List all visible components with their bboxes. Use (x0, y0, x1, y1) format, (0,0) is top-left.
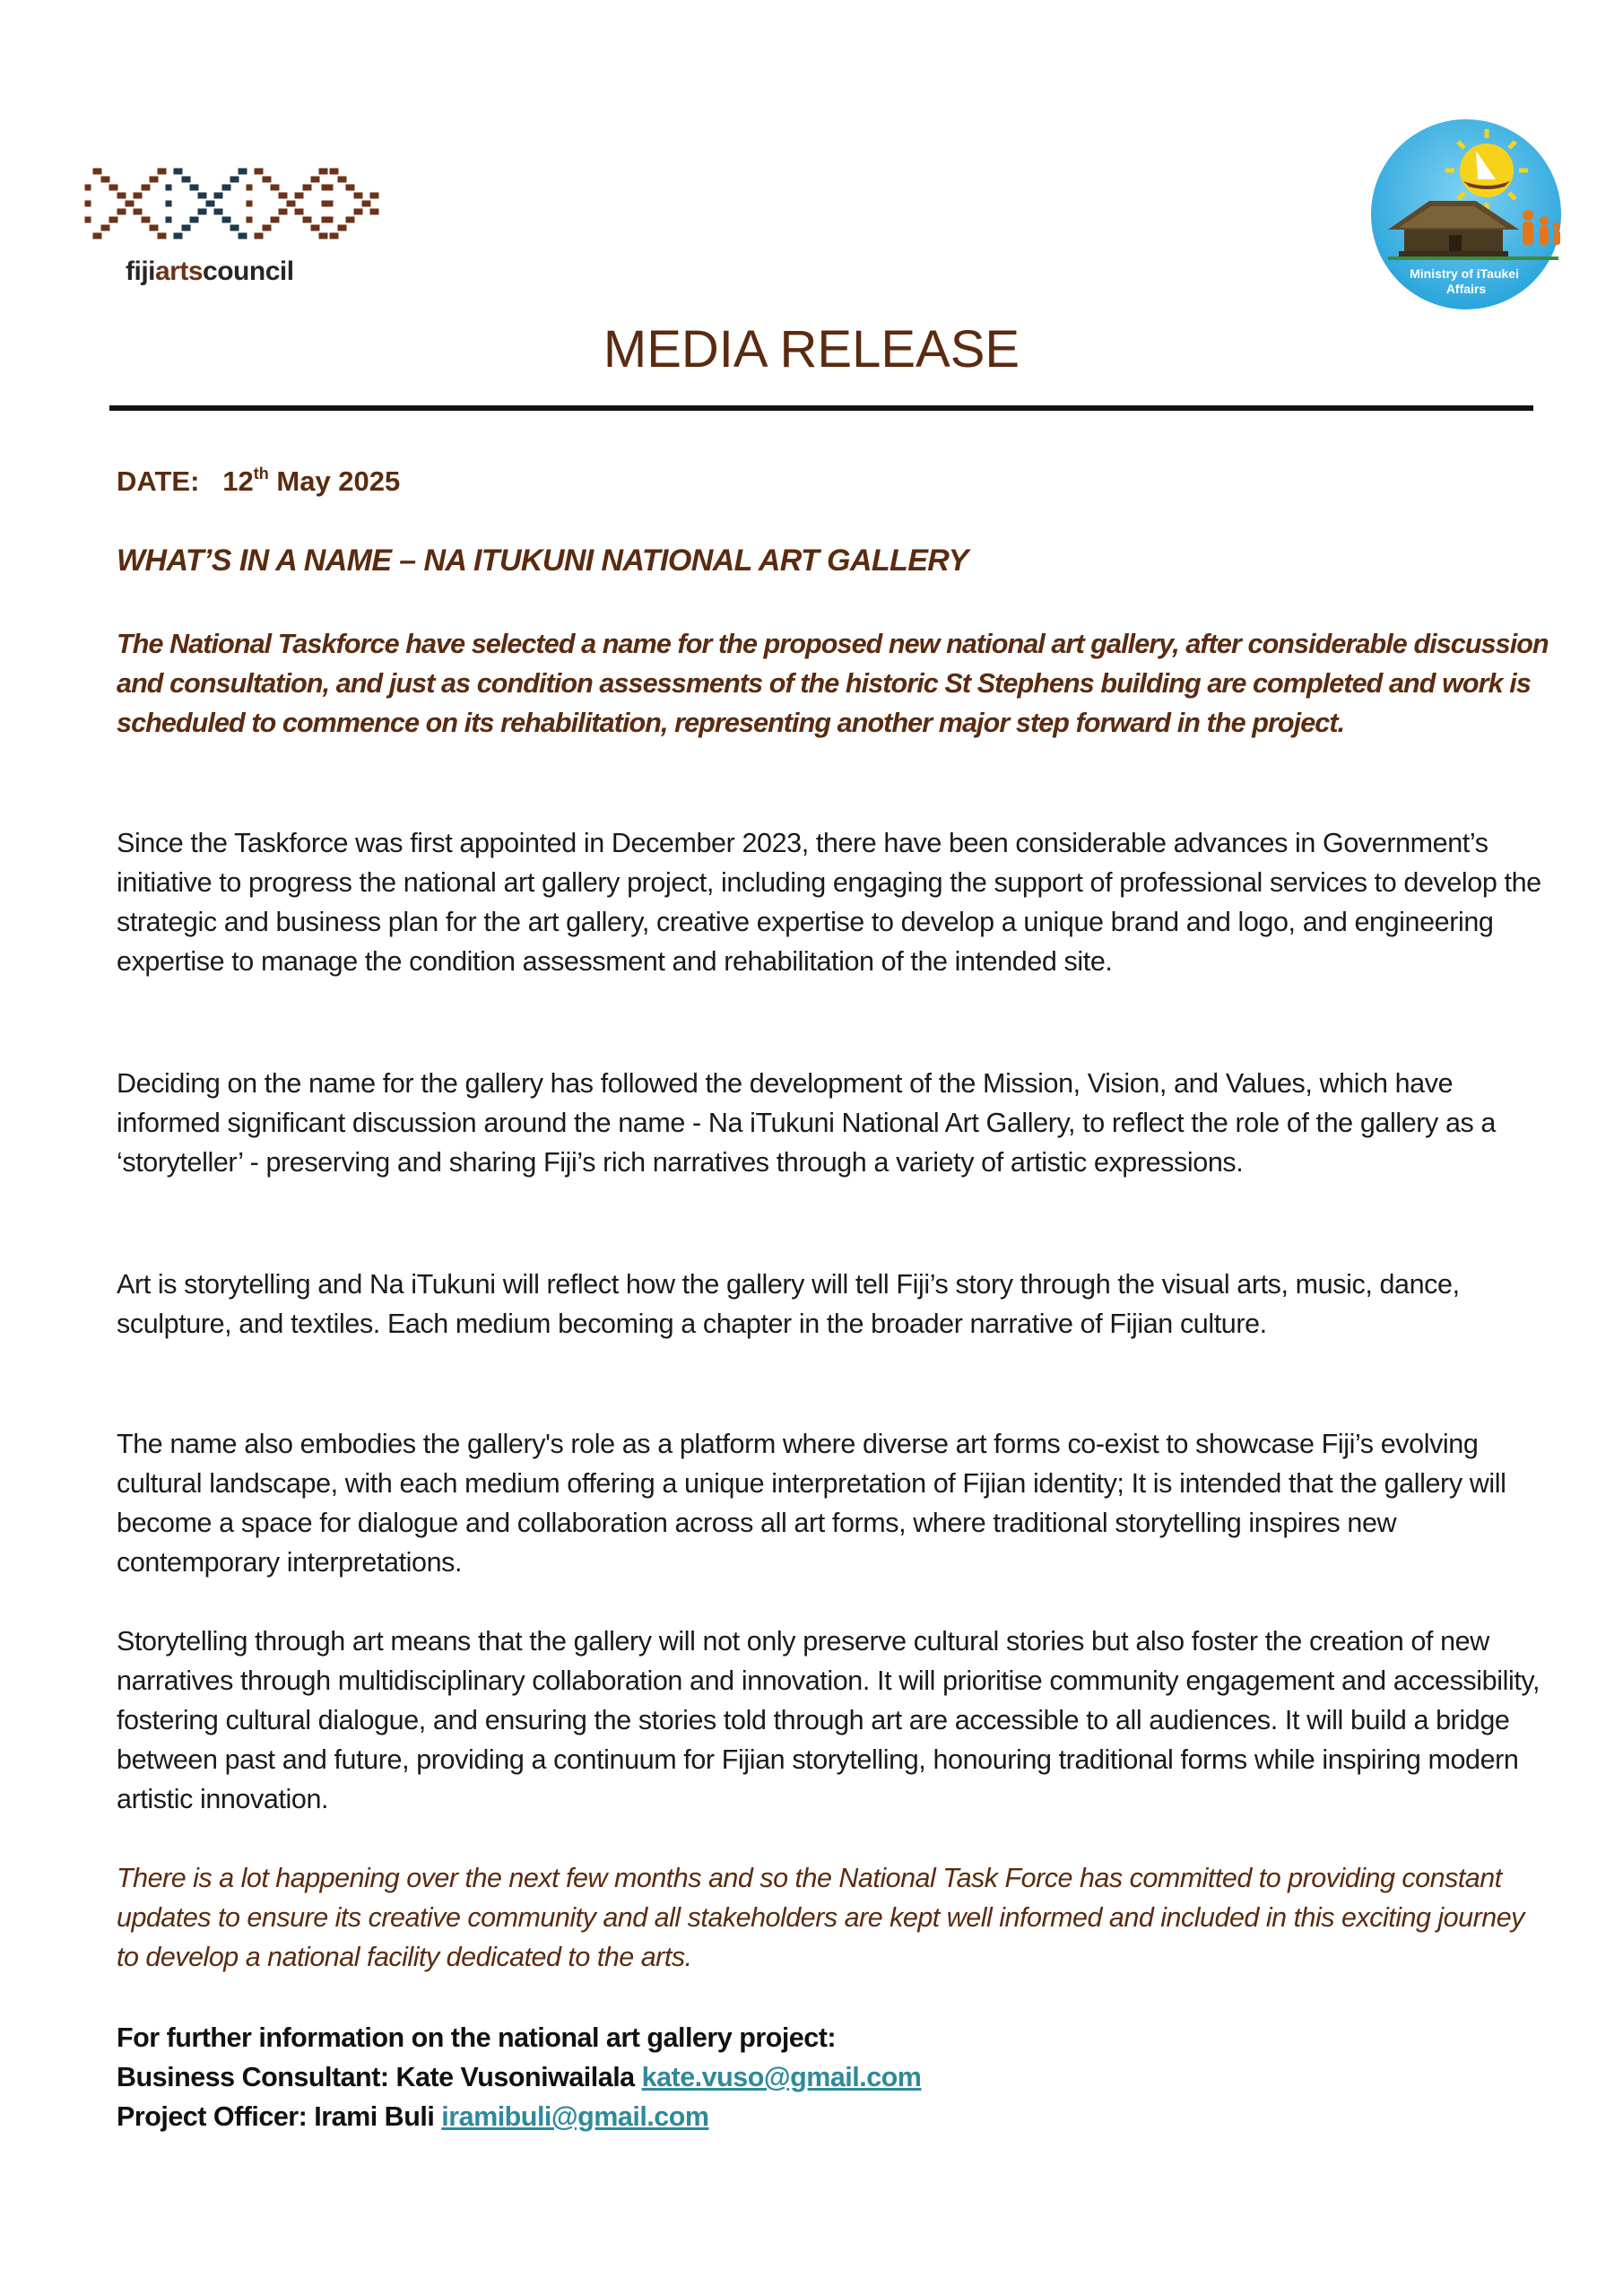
title-divider (109, 405, 1533, 411)
email-link-kate[interactable]: kate.vuso@gmail.com (641, 2062, 922, 2092)
wordmark-accent: arts (155, 257, 204, 286)
body-paragraph-3: Art is storytelling and Na iTukuni will reflect how the gallery will tell Fiji’s story through the visual arts, music, dance, sculpture, and textiles. Each medium becoming a chapter in the broader narrative of Fijian culture. (117, 1269, 1460, 1339)
headline: WHAT’S IN A NAME – NA ITUKUNI NATIONAL ART GALLERY (117, 544, 968, 578)
date-day-suffix: th (253, 465, 269, 483)
wordmark-suffix: council (203, 257, 294, 286)
email-link-irami[interactable]: iramibuli@gmail.com (441, 2101, 709, 2132)
closing-paragraph: There is a lot happening over the next few months and so the National Task Force has committed to providing constant updates to ensure its creative community and all stakeholders are kept well informed and included in this exciting journey to develop a national facility dedicated to the arts. (117, 1863, 1524, 1972)
contact-block (117, 2018, 1551, 2136)
body-paragraph-5: Storytelling through art means that the gallery will not only preserve cultural stories but also foster the creation of new narratives through multidisciplinary collaboration and innovation. It will prioritise community engagement and accessibility, fostering cultural dialogue, and ensuring the stories told through art are accessible to all audiences. It will build a bridge between past and future, providing a continuum for Fijian storytelling, honouring traditional forms while inspiring modern artistic innovation. (117, 1626, 1541, 1814)
ministry-emblem-icon (1352, 115, 1580, 314)
body-paragraph-1: Since the Taskforce was first appointed in December 2023, there have been considerable advances in Government’s initiative to progress the national art gallery project, including engaging the support of professional services to develop the strategic and business plan for the art gallery, creative expertise to develop a unique brand and logo, and engineering expertise to manage the condition assessment and rehabilitation of the intended site. (117, 828, 1541, 977)
date-day: 12 (222, 465, 254, 497)
contact-business-consultant (117, 2057, 1551, 2097)
body-paragraph-4: The name also embodies the gallery's role as a platform where diverse art forms co-exist to showcase Fiji’s evolving cultural landscape, with each medium offering a unique interpretation of Fijian identity; It is intended that the gallery will become a space for dialogue and collaboration across all art forms, where traditional storytelling inspires new contemporary interpretations. (117, 1429, 1506, 1578)
wordmark-prefix: fiji (126, 257, 155, 286)
ministry-name-line2: Affairs (1445, 282, 1487, 296)
release-date (117, 465, 400, 498)
masi-pattern-icon (81, 160, 404, 249)
contact-heading: For further information on the national art gallery project: (117, 2022, 837, 2053)
date-rest: May 2025 (276, 465, 401, 497)
ministry-name-line1: Ministry of iTaukei (1410, 266, 1519, 281)
contact-label: Business Consultant: Kate Vusoniwailala (117, 2062, 635, 2092)
ministry-itaukei-logo (1352, 115, 1580, 314)
page-title: MEDIA RELEASE (603, 320, 1020, 378)
fiji-arts-council-wordmark (126, 257, 404, 287)
date-label: DATE: (117, 465, 200, 497)
body-paragraph-2: Deciding on the name for the gallery has followed the development of the Mission, Vision, and Values, which have informed significant discussion around the name - Na iTukuni National Art Gallery, to reflect the role of the gallery as a ‘storyteller’ - preserving and sharing Fiji’s rich narratives through a variety of artistic expressions. (117, 1068, 1496, 1178)
lead-paragraph: The National Taskforce have selected a name for the proposed new national art gallery, after considerable discussion and consultation, and just as condition assessments of the historic St Stephens building are completed and work is scheduled to commence on its rehabilitation, representing another major step forward in the project. (117, 629, 1549, 738)
contact-project-officer (117, 2097, 1551, 2136)
contact-label: Project Officer: Irami Buli (117, 2101, 435, 2132)
